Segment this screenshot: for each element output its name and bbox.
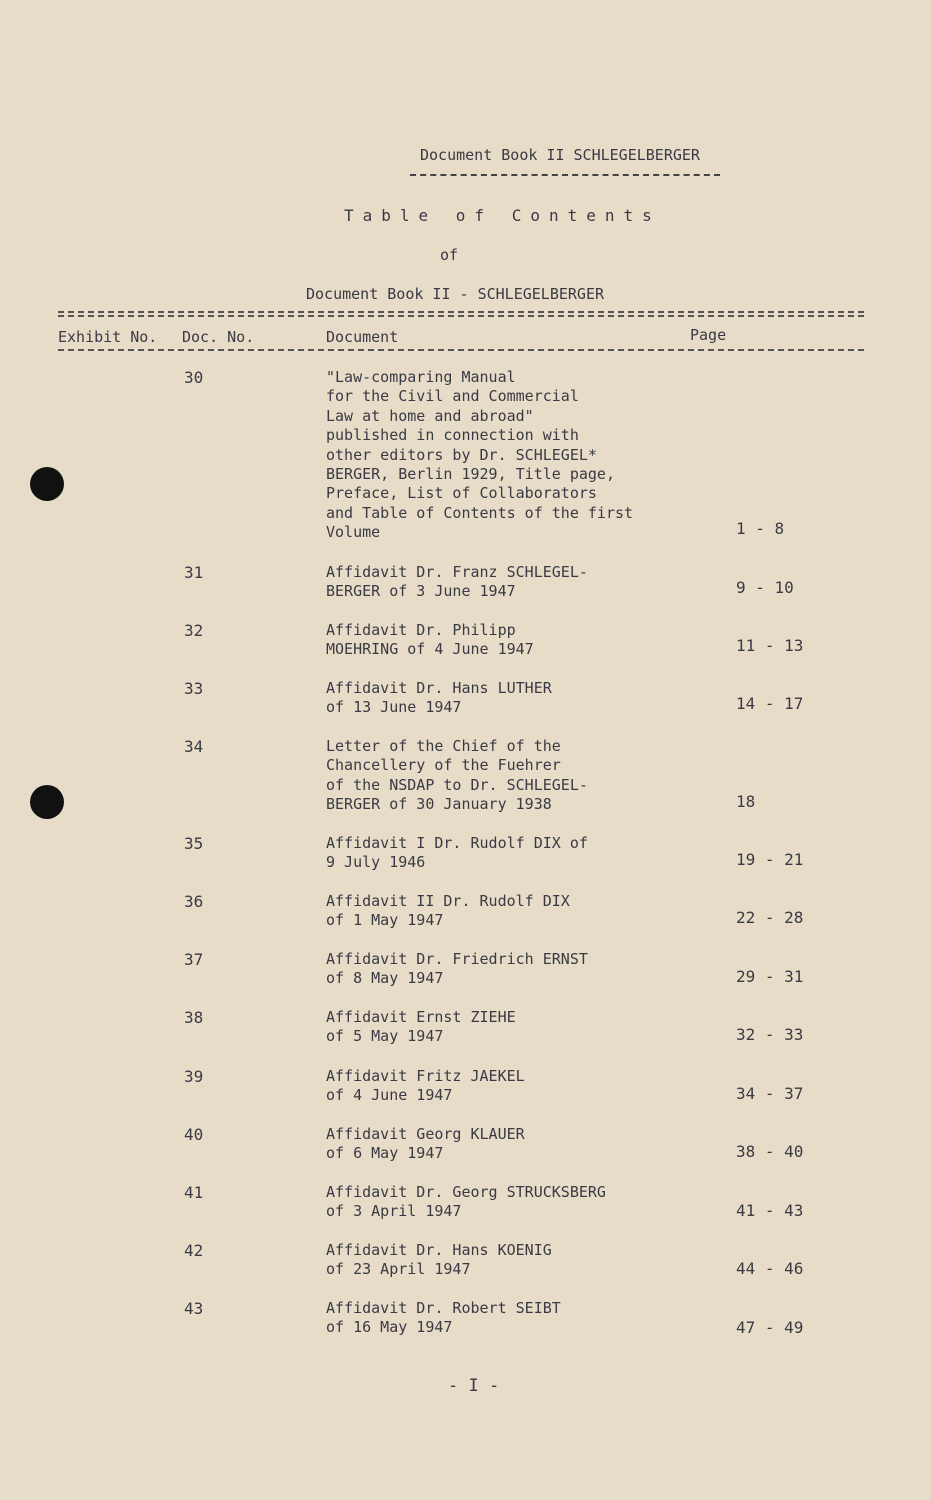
page-range: 22 - 28 — [736, 908, 804, 927]
column-header-page: Page — [690, 326, 727, 344]
document-description: "Law-comparing Manual for the Civil and Commercial Law at home and abroad" published in connection with other editors by Dr. SCHLEGEL* BERGER, Berlin 1929, Title page, Preface, List of Collaborators and Table of Contents of the first Volume — [326, 368, 634, 542]
doc-number: 31 — [184, 563, 204, 582]
document-description: Affidavit Fritz JAEKEL of 4 June 1947 — [326, 1067, 525, 1105]
subtitle: Document Book II - SCHLEGELBERGER — [306, 285, 605, 303]
toc-title: Table of Contents — [344, 206, 661, 225]
page-range: 38 - 40 — [736, 1142, 804, 1161]
page-range: 11 - 13 — [736, 636, 804, 655]
page-range: 19 - 21 — [736, 850, 804, 869]
document-description: Affidavit I Dr. Rudolf DIX of 9 July 1946 — [326, 834, 588, 872]
doc-number: 35 — [184, 834, 204, 853]
document-description: Affidavit Dr. Georg STRUCKSBERG of 3 April 1947 — [326, 1183, 606, 1221]
doc-number: 33 — [184, 679, 204, 698]
doc-number: 37 — [184, 950, 204, 969]
column-header-exhibit: Exhibit No. — [58, 328, 158, 346]
page-range: 14 - 17 — [736, 694, 804, 713]
punch-hole — [30, 467, 64, 501]
column-header-document: Document — [326, 328, 399, 346]
doc-number: 32 — [184, 621, 204, 640]
page-range: 32 - 33 — [736, 1025, 804, 1044]
page-number: - I - — [448, 1376, 500, 1396]
doc-number: 42 — [184, 1241, 204, 1260]
doc-number: 43 — [184, 1299, 204, 1318]
document-description: Affidavit Dr. Franz SCHLEGEL- BERGER of 3 June 1947 — [326, 563, 588, 601]
doc-number: 41 — [184, 1183, 204, 1202]
page-range: 1 - 8 — [736, 519, 785, 538]
document-description: Affidavit Dr. Hans LUTHER of 13 June 1947 — [326, 679, 552, 717]
document-description: Affidavit Dr. Hans KOENIG of 23 April 1947 — [326, 1241, 552, 1279]
doc-number: 34 — [184, 737, 204, 756]
doc-number: 39 — [184, 1067, 204, 1086]
of-line: of — [440, 246, 459, 264]
doc-number: 40 — [184, 1125, 204, 1144]
document-description: Affidavit Dr. Robert SEIBT of 16 May 1947 — [326, 1299, 561, 1337]
punch-hole — [30, 785, 64, 819]
document-description: Affidavit II Dr. Rudolf DIX of 1 May 1947 — [326, 892, 570, 930]
page-range: 29 - 31 — [736, 967, 804, 986]
page-range: 9 - 10 — [736, 578, 794, 597]
document-description: Letter of the Chief of the Chancellery of the Fuehrer of the NSDAP to Dr. SCHLEGEL- BERGER of 30 January 1938 — [326, 737, 588, 814]
document-description: Affidavit Ernst ZIEHE of 5 May 1947 — [326, 1008, 516, 1046]
doc-number: 38 — [184, 1008, 204, 1027]
document-description: Affidavit Dr. Philipp MOEHRING of 4 June 1947 — [326, 621, 534, 659]
column-header-doc: Doc. No. — [182, 328, 255, 346]
divider — [58, 315, 864, 317]
page-range: 47 - 49 — [736, 1318, 804, 1337]
divider — [58, 311, 864, 313]
page-range: 18 — [736, 792, 756, 811]
doc-number: 36 — [184, 892, 204, 911]
document-description: Affidavit Georg KLAUER of 6 May 1947 — [326, 1125, 525, 1163]
header-underline — [410, 174, 720, 176]
document-description: Affidavit Dr. Friedrich ERNST of 8 May 1947 — [326, 950, 588, 988]
page-range: 41 - 43 — [736, 1201, 804, 1220]
doc-number: 30 — [184, 368, 204, 387]
header-title: Document Book II SCHLEGELBERGER — [420, 146, 700, 164]
divider — [58, 349, 864, 351]
page-range: 44 - 46 — [736, 1259, 804, 1278]
page-range: 34 - 37 — [736, 1084, 804, 1103]
